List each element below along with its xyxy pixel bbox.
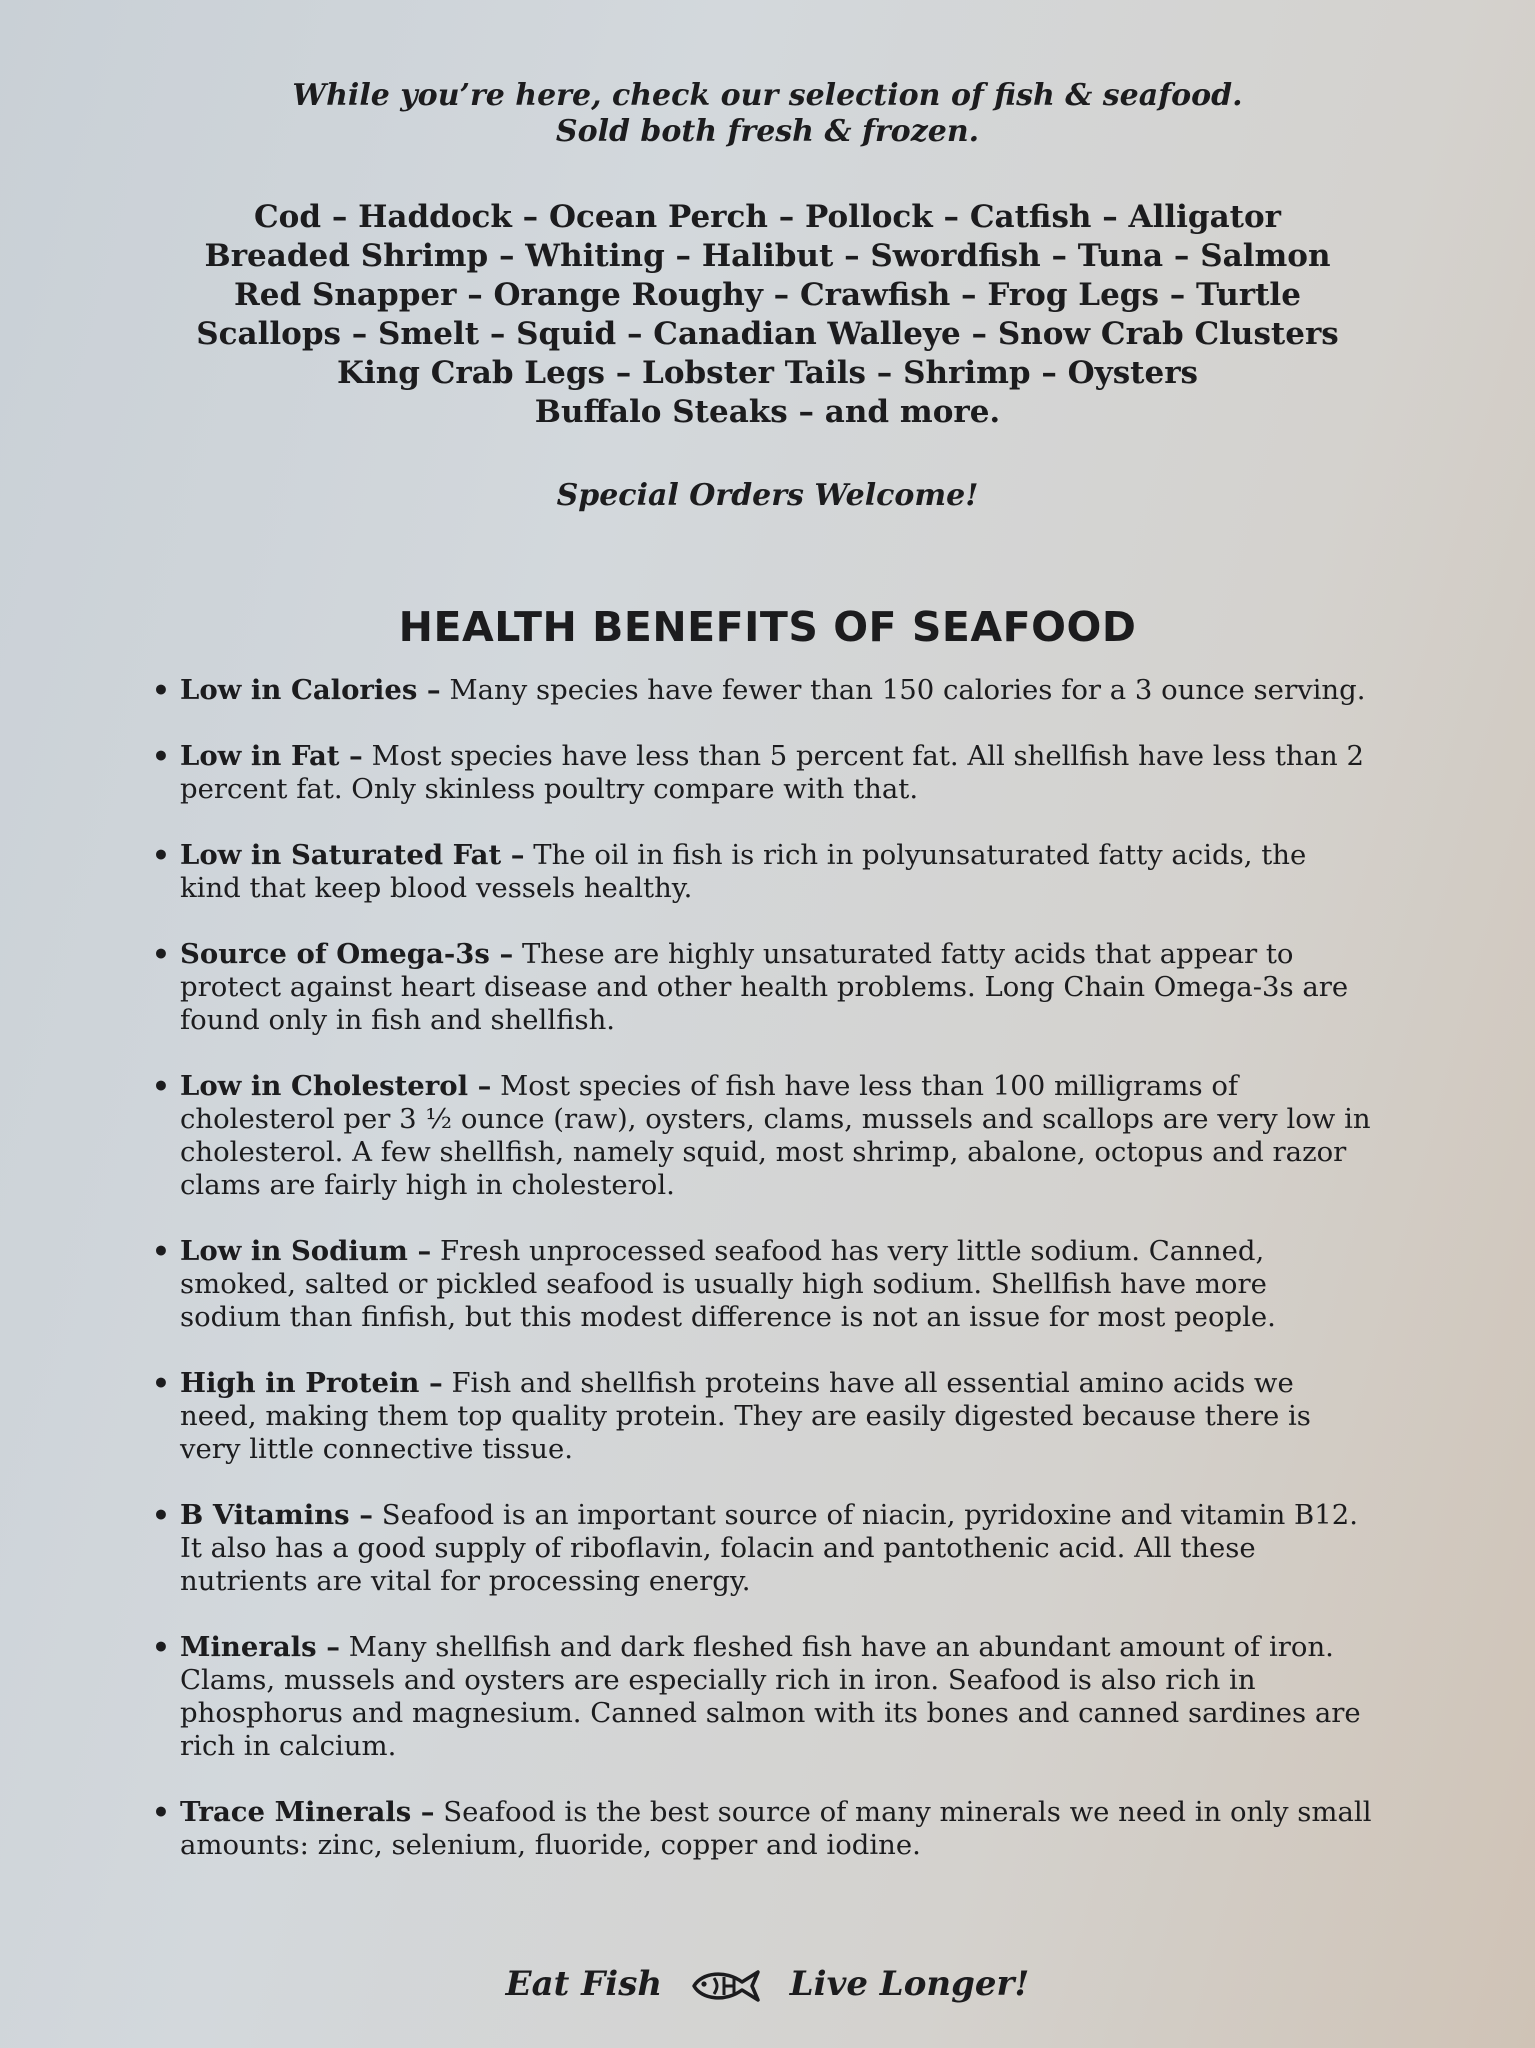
bullet-icon: •	[152, 839, 170, 872]
benefit-text: Fresh unprocessed seafood has very little sodium. Canned, smoked, salted or pickled seafood is usually high sodium. Shellfish have more sodium than finfish, but this modest difference is not an issue for most people.	[180, 1235, 1276, 1333]
slogan-footer	[0, 1962, 1535, 2006]
benefit-term: High in Protein –	[180, 1367, 443, 1399]
benefit-text: These are highly unsaturated fatty acids that appear to protect against heart disease and other health problems. Long Chain Omega-3s are found only in fish and shellfish.	[180, 938, 1349, 1036]
benefit-text: Seafood is an important source of niacin, pyridoxine and vitamin B12. It also has a good supply of riboflavin, folacin and pantothenic acid. All these nutrients are vital for processing energy.	[180, 1499, 1358, 1597]
benefit-term: Low in Calories –	[180, 674, 441, 706]
bullet-icon: •	[152, 740, 170, 773]
benefit-text: Many species have fewer than 150 calories for a 3 ounce serving.	[449, 674, 1366, 706]
fish-list-line: Buffalo Steaks – and more.	[534, 394, 1001, 430]
bullet-icon: •	[152, 674, 170, 707]
benefit-item	[148, 1499, 1373, 1598]
bullet-icon: •	[152, 1367, 170, 1400]
intro-line-2: Sold both fresh & frozen.	[555, 114, 980, 149]
benefit-term: B Vitamins –	[180, 1499, 373, 1531]
benefit-item	[148, 1631, 1373, 1763]
benefit-text: Most species have less than 5 percent fat. All shellfish have less than 2 percent fat. Only skinless poultry compare with that.	[180, 740, 1364, 805]
bullet-icon: •	[152, 1235, 170, 1268]
benefit-term: Low in Cholesterol –	[180, 1070, 492, 1102]
benefit-item	[148, 1235, 1373, 1334]
benefit-text: Fish and shellfish proteins have all essential amino acids we need, making them top quality protein. They are easily digested because there is very little connective tissue.	[180, 1367, 1311, 1465]
bullet-icon: •	[152, 938, 170, 971]
fish-list-line: Breaded Shrimp – Whiting – Halibut – Swordfish – Tuna – Salmon	[204, 238, 1331, 274]
benefit-term: Low in Fat –	[180, 740, 363, 772]
fish-list-line: King Crab Legs – Lobster Tails – Shrimp – Oysters	[337, 355, 1198, 391]
benefit-item	[148, 1070, 1373, 1202]
special-orders-note: Special Orders Welcome!	[556, 478, 979, 513]
benefit-item	[148, 1367, 1373, 1466]
benefit-item	[148, 674, 1373, 707]
fish-list-line: Red Snapper – Orange Roughy – Crawfish – Frog Legs – Turtle	[234, 277, 1301, 313]
benefit-text: Seafood is the best source of many minerals we need in only small amounts: zinc, selenium, fluoride, copper and iodine.	[180, 1796, 1372, 1861]
benefit-item	[148, 839, 1373, 905]
section-heading: HEALTH BENEFITS OF SEAFOOD	[398, 603, 1137, 651]
slogan-right: Live Longer!	[789, 1964, 1030, 2004]
benefit-text: Most species of fish have less than 100 milligrams of cholesterol per 3 ½ ounce (raw), oysters, clams, mussels and scallops are very low in cholesterol. A few shellfish, namely squid, most shrimp, abalone, octopus and razor clams are fairly high in cholesterol.	[180, 1070, 1371, 1201]
fish-selection-list	[0, 198, 1535, 432]
benefit-item	[148, 938, 1373, 1037]
fish-logo-icon	[688, 1966, 764, 2006]
fish-list-line: Scallops – Smelt – Squid – Canadian Walleye – Snow Crab Clusters	[196, 316, 1339, 352]
benefit-term: Low in Saturated Fat –	[180, 839, 525, 871]
bullet-icon: •	[152, 1070, 170, 1103]
intro-text	[0, 78, 1535, 150]
benefits-list	[148, 674, 1373, 1895]
benefit-term: Source of Omega-3s –	[180, 938, 514, 970]
intro-line-1: While you’re here, check our selection of fish & seafood.	[292, 78, 1243, 113]
benefit-text: The oil in fish is rich in polyunsaturated fatty acids, the kind that keep blood vessels healthy.	[180, 839, 1307, 904]
benefit-term: Minerals –	[180, 1631, 340, 1663]
slogan-left: Eat Fish	[505, 1964, 663, 2004]
benefit-term: Low in Sodium –	[180, 1235, 432, 1267]
bullet-icon: •	[152, 1796, 170, 1829]
fish-list-line: Cod – Haddock – Ocean Perch – Pollock – Catfish – Alligator	[254, 199, 1281, 235]
benefit-item	[148, 1796, 1373, 1862]
benefit-item	[148, 740, 1373, 806]
bullet-icon: •	[152, 1499, 170, 1532]
benefit-term: Trace Minerals –	[180, 1796, 435, 1828]
bullet-icon: •	[152, 1631, 170, 1664]
benefit-text: Many shellfish and dark fleshed fish have an abundant amount of iron. Clams, mussels and oysters are especially rich in iron. Seafood is also rich in phosphorus and magnesium. Canned salmon with its bones and canned sardines are rich in calcium.	[180, 1631, 1361, 1762]
